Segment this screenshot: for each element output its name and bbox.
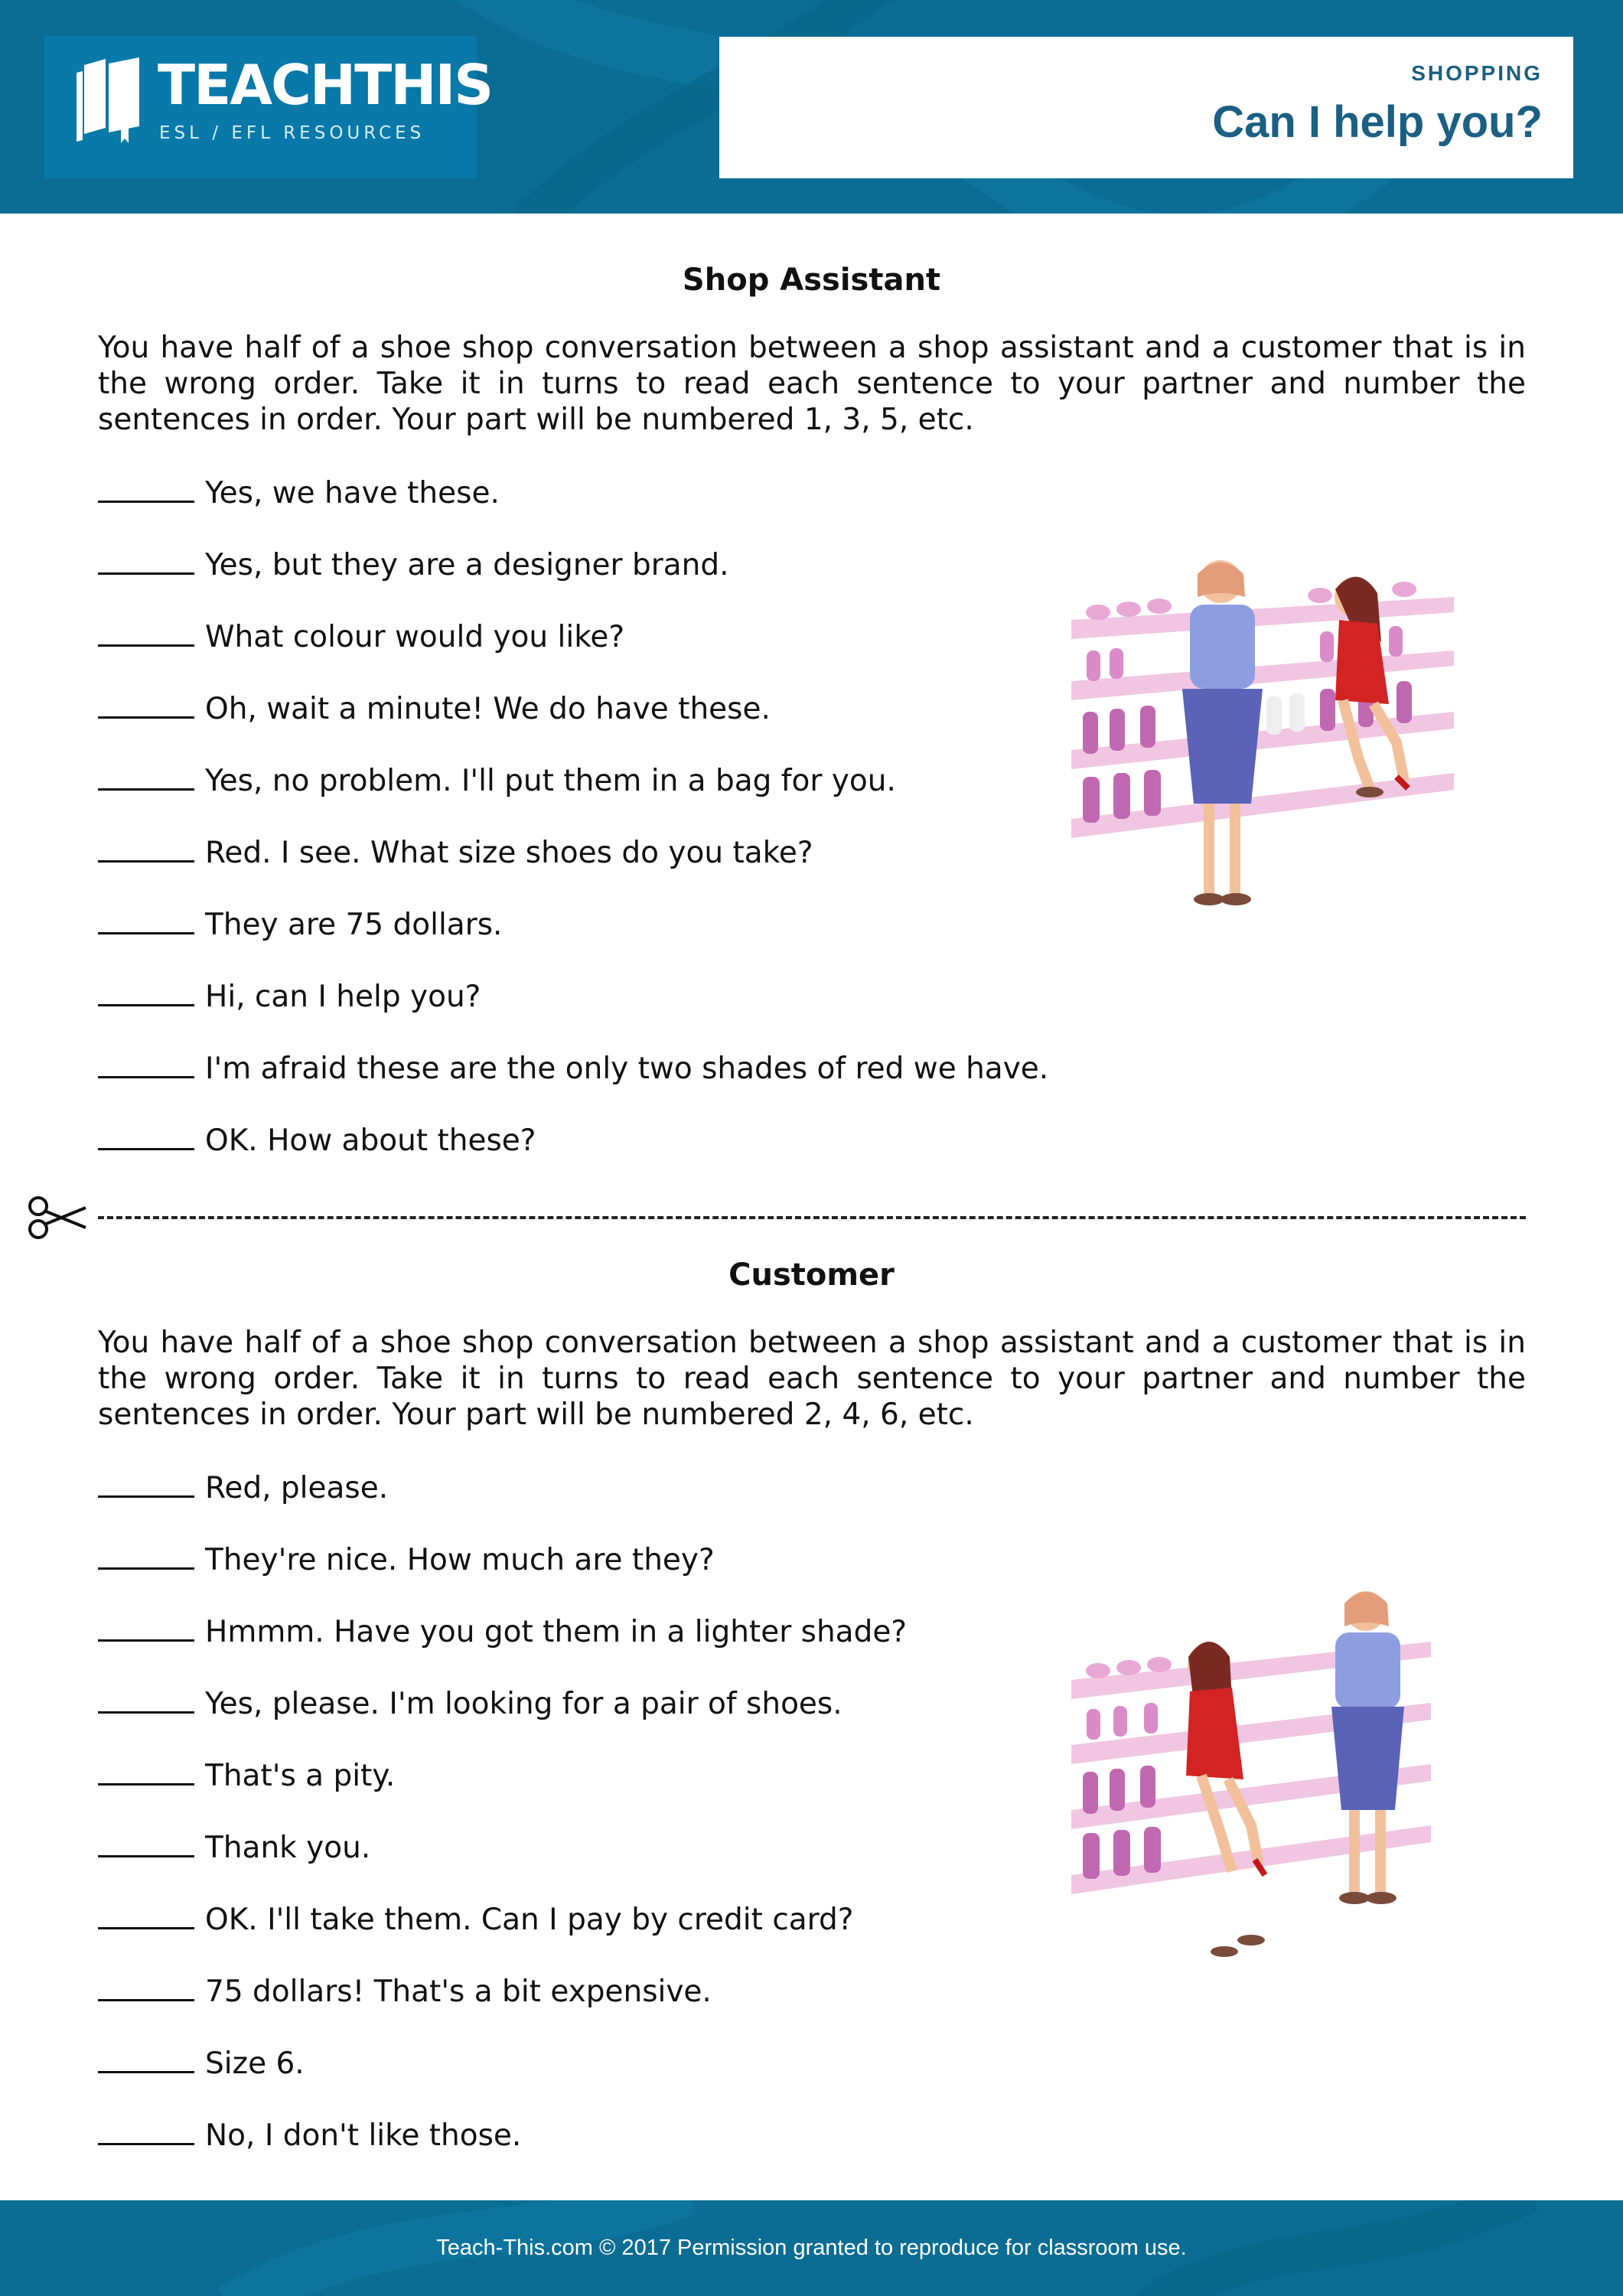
shoe-shelves bbox=[1071, 582, 1454, 838]
answer-blank[interactable] bbox=[98, 1049, 194, 1078]
sentence-text: Size 6. bbox=[205, 2047, 305, 2081]
answer-blank[interactable] bbox=[98, 689, 194, 719]
page-header bbox=[0, 0, 1623, 214]
scissors-icon bbox=[28, 1195, 87, 1240]
sentence-text: I'm afraid these are the only two shades of red we have. bbox=[205, 1052, 1049, 1086]
sentence-text: Oh, wait a minute! We do have these. bbox=[205, 692, 771, 726]
answer-blank[interactable] bbox=[98, 473, 194, 503]
sentence-text: No, I don't like those. bbox=[205, 2118, 522, 2153]
cut-line-divider bbox=[98, 1216, 1526, 1219]
list-item bbox=[98, 1120, 536, 1159]
answer-blank[interactable] bbox=[98, 2115, 194, 2145]
sentence-text: Red. I see. What size shoes do you take? bbox=[205, 836, 813, 870]
sentence-text: OK. I'll take them. Can I pay by credit card? bbox=[205, 1903, 854, 1937]
list-item bbox=[98, 545, 729, 583]
list-item bbox=[98, 473, 500, 511]
answer-blank[interactable] bbox=[98, 1971, 194, 2001]
answer-blank[interactable] bbox=[98, 1120, 194, 1150]
list-item bbox=[98, 2115, 521, 2154]
sentence-text: 75 dollars! That's a bit expensive. bbox=[205, 1975, 712, 2009]
sentence-text: They are 75 dollars. bbox=[205, 908, 503, 942]
sentence-text: Hmmm. Have you got them in a lighter shade? bbox=[205, 1615, 908, 1649]
list-item bbox=[98, 1971, 712, 2010]
list-item bbox=[98, 833, 813, 871]
list-item bbox=[98, 1900, 853, 1938]
answer-blank[interactable] bbox=[98, 761, 194, 791]
shoe-shop-illustration bbox=[1067, 1580, 1450, 1978]
list-item bbox=[98, 1049, 1048, 1087]
customer-instructions: You have half of a shoe shop conversation between a shop assistant and a customer that is in the wrong order. Take it in turns to read each sentence to your partner and number the sentences in order. Your part will be numbered 2, 4, 6, etc. bbox=[98, 1326, 1526, 1432]
list-item bbox=[98, 1612, 907, 1650]
sentence-text: They're nice. How much are they? bbox=[205, 1543, 715, 1577]
list-item bbox=[98, 2043, 305, 2082]
list-item bbox=[98, 1684, 842, 1722]
sentence-text: Yes, no problem. I'll put them in a bag for you. bbox=[205, 764, 896, 798]
answer-blank[interactable] bbox=[98, 2043, 194, 2073]
title-box bbox=[719, 37, 1573, 178]
answer-blank[interactable] bbox=[98, 833, 194, 863]
customer-heading: Customer bbox=[728, 1257, 895, 1293]
answer-blank[interactable] bbox=[98, 1756, 194, 1786]
shop-assistant-figure bbox=[1331, 1591, 1404, 1904]
page-title: Can I help you? bbox=[1212, 97, 1543, 147]
copyright-text: Teach-This.com © 2017 Permission granted to reproduce for classroom use. bbox=[436, 2236, 1187, 2260]
list-item bbox=[98, 689, 771, 727]
sentence-text: That's a pity. bbox=[205, 1759, 396, 1793]
sentence-text: Yes, but they are a designer brand. bbox=[205, 548, 729, 582]
answer-blank[interactable] bbox=[98, 617, 194, 647]
shoe-shop-illustration bbox=[1067, 559, 1465, 918]
list-item bbox=[98, 1756, 395, 1794]
topic-label: SHOPPING bbox=[1411, 61, 1543, 85]
list-item bbox=[98, 1540, 715, 1578]
answer-blank[interactable] bbox=[98, 1900, 194, 1929]
list-item bbox=[98, 761, 896, 799]
sentence-text: Yes, please. I'm looking for a pair of shoes. bbox=[205, 1687, 842, 1721]
sentence-text: Hi, can I help you? bbox=[205, 980, 481, 1014]
shop-assistant-figure bbox=[1182, 560, 1263, 905]
answer-blank[interactable] bbox=[98, 1540, 194, 1570]
sentence-text: Thank you. bbox=[205, 1831, 371, 1865]
sentence-text: Yes, we have these. bbox=[205, 476, 500, 510]
assistant-instructions: You have half of a shoe shop conversation between a shop assistant and a customer that is in the wrong order. Take it in turns to read each sentence to your partner and number the sentences in order. Your part will be numbered 1, 3, 5, etc. bbox=[98, 331, 1526, 437]
answer-blank[interactable] bbox=[98, 1828, 194, 1857]
sentence-text: What colour would you like? bbox=[205, 620, 625, 654]
book-icon bbox=[75, 57, 144, 143]
assistant-heading: Shop Assistant bbox=[682, 263, 941, 298]
page-footer bbox=[0, 2200, 1623, 2296]
logo-text: TEACHTHIS bbox=[158, 53, 493, 117]
answer-blank[interactable] bbox=[98, 1684, 194, 1714]
answer-blank[interactable] bbox=[98, 1612, 194, 1642]
answer-blank[interactable] bbox=[98, 905, 194, 934]
list-item bbox=[98, 1828, 370, 1866]
answer-blank[interactable] bbox=[98, 977, 194, 1006]
sentence-text: Red, please. bbox=[205, 1471, 389, 1505]
teachthis-logo[interactable] bbox=[44, 36, 493, 178]
list-item bbox=[98, 1468, 388, 1506]
answer-blank[interactable] bbox=[98, 1468, 194, 1498]
answer-blank[interactable] bbox=[98, 545, 194, 575]
list-item bbox=[98, 905, 502, 943]
logo-subtitle: ESL / EFL RESOURCES bbox=[159, 123, 425, 143]
sentence-text: OK. How about these? bbox=[205, 1124, 536, 1158]
list-item bbox=[98, 617, 624, 655]
list-item bbox=[98, 977, 481, 1015]
